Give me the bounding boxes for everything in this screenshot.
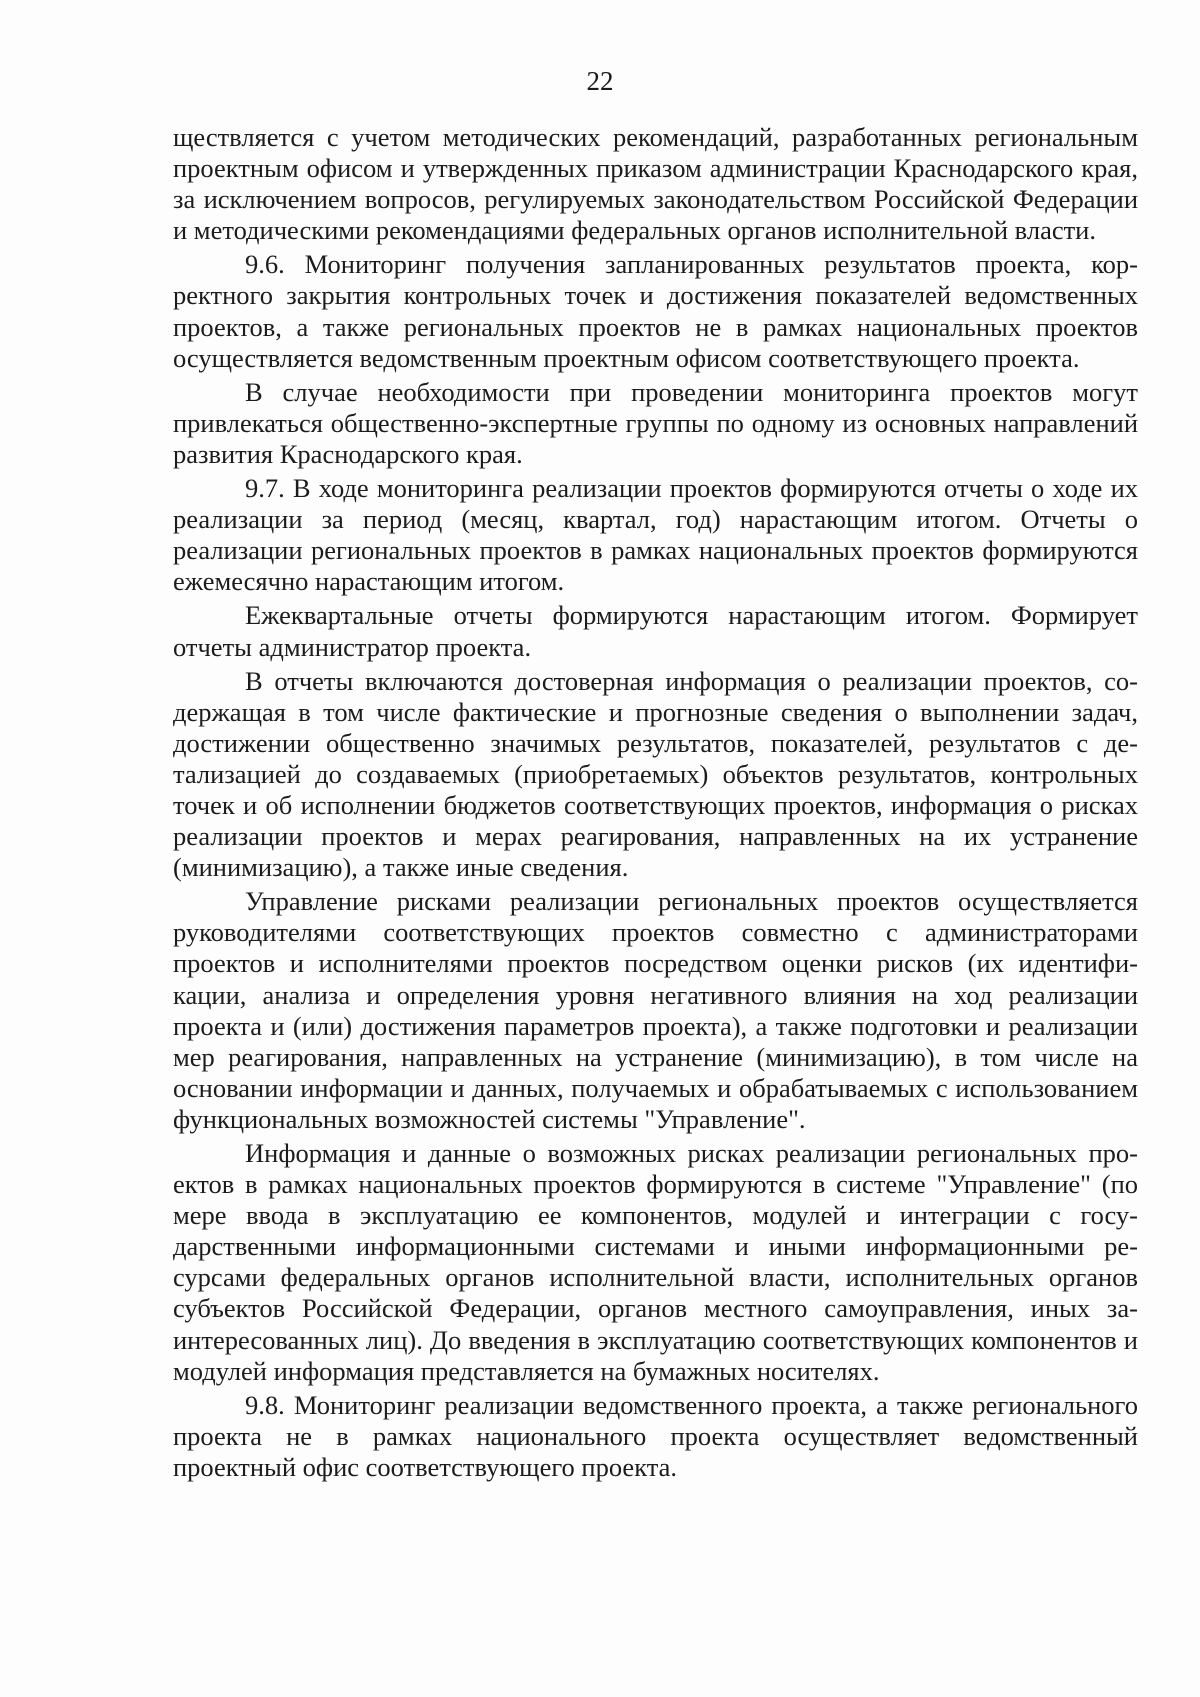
paragraph-quarterly-reports: Ежеквартальные отчеты формируются нарастающим итогом. Формирует отчеты администратор проекта. — [173, 600, 1138, 662]
document-body — [173, 122, 1138, 1486]
paragraph-report-contents: В отчеты включаются достоверная информация о реализации проектов, содержащая в том числе фактические и прогнозные сведения о выполнении задач, достижении общественно значимых результатов, показателей, результатов с детализацией до создаваемых (приобретаемых) объектов результатов, контрольных точек и об исполнении бюджетов соответствующих проектов, информация о рисках реализации проектов и мерах реагирования, направленных на их устранение (минимизацию), а также иные сведения. — [173, 665, 1138, 883]
paragraph-continuation: ществляется с учетом методических рекомендаций, разработанных региональным проектным офисом и утвержденных приказом администрации Краснодарского края, за исключением вопросов, регулируемых законодательством Российской Федерации и методическими рекомендациями федеральных органов исполнительной власти. — [173, 122, 1138, 246]
paragraph-9-6: 9.6. Мониторинг получения запланированных результатов проекта, корректного закрытия контрольных точек и достижения показателей ведомственных проектов, а также региональных проектов не в рамках национальных проектов осуществляется ведомственным проектным офисом соответствующего проекта. — [173, 249, 1138, 373]
page-number: 22 — [586, 66, 614, 96]
paragraph-risk-information: Информация и данные о возможных рисках реализации региональных проектов в рамках национальных проектов формируются в системе "Управление" (по мере ввода в эксплуатацию ее компонентов, модулей и интеграции с государственными информационными системами и иными информационными ресурсами федеральных органов исполнительной власти, исполнительных органов субъектов Российской Федерации, органов местного самоуправления, иных заинтересованных лиц). До введения в эксплуатацию соответствующих компонентов и модулей информация представляется на бумажных носителях. — [173, 1138, 1138, 1386]
paragraph-risk-management: Управление рисками реализации региональных проектов осуществляется руководителями соответствующих проектов совместно с администраторами проектов и исполнителями проектов посредством оценки рисков (их идентификации, анализа и определения уровня негативного влияния на ход реализации проекта и (или) достижения параметров проекта), а также подготовки и реализации мер реагирования, направленных на устранение (минимизацию), в том числе на основании информации и данных, получаемых и обрабатываемых с использованием функциональных возможностей системы "Управление". — [173, 886, 1138, 1134]
paragraph-9-8: 9.8. Мониторинг реализации ведомственного проекта, а также регионального проекта не в рамках национального проекта осуществляет ведомственный проектный офис соответствующего проекта. — [173, 1389, 1138, 1482]
paragraph-9-7: 9.7. В ходе мониторинга реализации проектов формируются отчеты о ходе их реализации за период (месяц, квартал, год) нарастающим итогом. Отчеты о реализации региональных проектов в рамках национальных проектов формируются ежемесячно нарастающим итогом. — [173, 473, 1138, 597]
paragraph-expert-groups: В случае необходимости при проведении мониторинга проектов могут привлекаться общественно-экспертные группы по одному из основных направлений развития Краснодарского края. — [173, 376, 1138, 469]
